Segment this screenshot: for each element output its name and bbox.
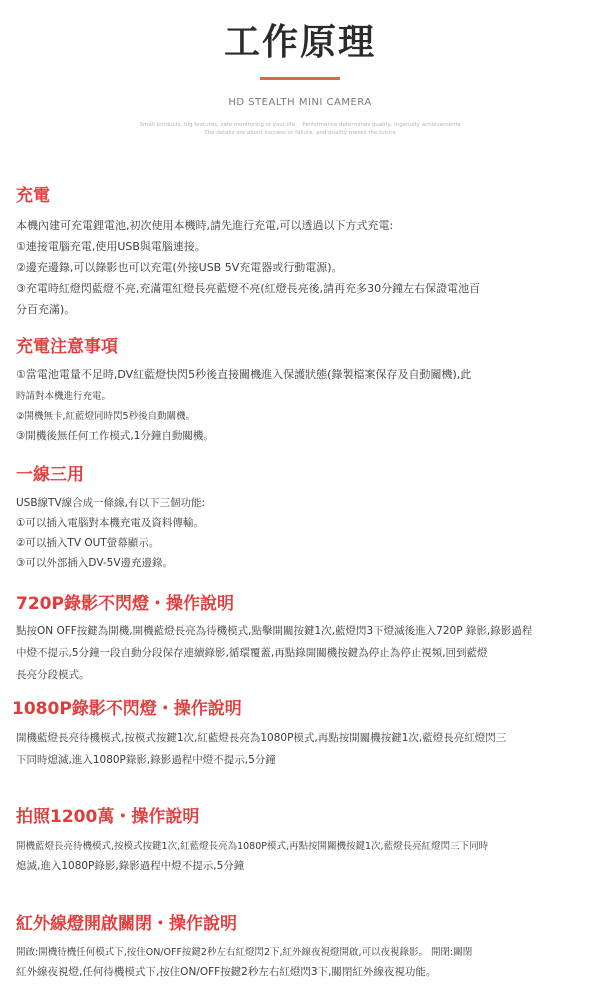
tagline-line-1: Small products, big features, safe monitoring of your life。 Performance determines quality, ingenuity achievements bbox=[139, 122, 461, 128]
section-charging-notes-line: 時請對本機進行充電。 bbox=[16, 391, 112, 402]
tagline-line-2: The details are about success or failure, and quality makes the future bbox=[204, 130, 396, 136]
section-1080p-line: 下同時熄滅,進入1080P錄影,錄影過程中燈不提示,5分鐘 bbox=[16, 754, 276, 766]
section-charging-line: 本機內建可充電鋰電池,初次使用本機時,請先進行充電,可以透過以下方式充電: bbox=[16, 219, 394, 232]
section-one-line-three-uses-line: ②可以插入TV OUT螢幕顯示。 bbox=[16, 537, 160, 549]
section-charging-notes-line: ②開機無卡,紅藍燈同時閃5秒後自動關機。 bbox=[16, 411, 196, 422]
page-title: 工作原理 bbox=[223, 22, 376, 63]
section-one-line-three-uses-line: ①可以插入電腦對本機充電及資料傳輸。 bbox=[16, 517, 204, 529]
section-720p-title: 720P錄影不閃燈・操作說明 bbox=[16, 594, 234, 614]
section-infrared-line: 開啟:開機待機任何模式下,按住ON/OFF按鍵2秒左右紅燈閃2下,紅外線夜視燈開啟,可以夜視錄影。 開閉:關閉 bbox=[16, 947, 473, 958]
section-charging-title: 充電 bbox=[16, 186, 50, 206]
section-1080p-line: 開機藍燈長亮待機模式,按模式按鍵1次,紅藍燈長亮為1080P模式,再點按開關機按鍵1次,藍燈長亮紅燈閃三 bbox=[16, 732, 507, 744]
section-one-line-three-uses-title: 一線三用 bbox=[16, 465, 84, 485]
section-infrared-line: 紅外線夜視燈,任何待機模式下,按住ON/OFF按鍵2秒左右紅燈閃3下,關閉紅外線夜視功能。 bbox=[16, 966, 437, 978]
section-photo-line: 開機藍燈長亮待機模式,按模式按鍵1次,紅藍燈長亮為1080P模式,再點按開關機按鍵1次,藍燈長亮紅燈閃三下同時 bbox=[16, 841, 489, 852]
section-720p-line: 點按ON OFF按鍵為開機,開機藍燈長亮為待機模式,點擊開關按鍵1次,藍燈閃3下燈滅後進入720P 錄影,錄影過程 bbox=[16, 625, 533, 637]
section-one-line-three-uses-line: ③可以外部插入DV-5V邊充邊錄。 bbox=[16, 557, 174, 569]
section-1080p-title: 1080P錄影不閃燈・操作說明 bbox=[12, 699, 242, 719]
product-subtitle: HD STEALTH MINI CAMERA bbox=[228, 97, 372, 108]
section-720p-line: 中燈不提示,5分鐘一段自動分段保存連續錄影,循環覆蓋,再點錄開關機按鍵為停止為停止視頻,回到藍燈 bbox=[16, 647, 488, 659]
section-charging-line: ①連接電腦充電,使用USB與電腦連接。 bbox=[16, 240, 206, 253]
section-charging-line: ③充電時紅燈閃藍燈不亮,充滿電紅燈長亮藍燈不亮(紅燈長亮後,請再充多30分鐘左右保證電池百 bbox=[16, 282, 481, 295]
title-underline bbox=[260, 77, 340, 80]
section-charging-notes-line: ③開機後無任何工作模式,1分鐘自動關機。 bbox=[16, 430, 214, 442]
section-photo-title: 拍照1200萬・操作說明 bbox=[16, 807, 200, 827]
section-infrared-title: 紅外線燈開啟關閉・操作說明 bbox=[16, 914, 237, 934]
section-charging-line: ②邊充邊錄,可以錄影也可以充電(外接USB 5V充電器或行動電源)。 bbox=[16, 261, 343, 274]
section-720p-line: 長亮分段模式。 bbox=[16, 669, 90, 681]
section-charging-notes-title: 充電注意事項 bbox=[16, 337, 118, 357]
section-photo-line: 熄滅,進入1080P錄影,錄影過程中燈不提示,5分鐘 bbox=[16, 860, 245, 872]
section-charging-line: 分百充滿)。 bbox=[16, 303, 76, 316]
section-one-line-three-uses-line: USB線TV線合成一條線,有以下三個功能: bbox=[16, 497, 206, 509]
section-charging-notes-line: ①當電池電量不足時,DV紅藍燈快閃5秒後直接關機進入保護狀態(錄製檔案保存及自動關機),此 bbox=[16, 368, 472, 381]
